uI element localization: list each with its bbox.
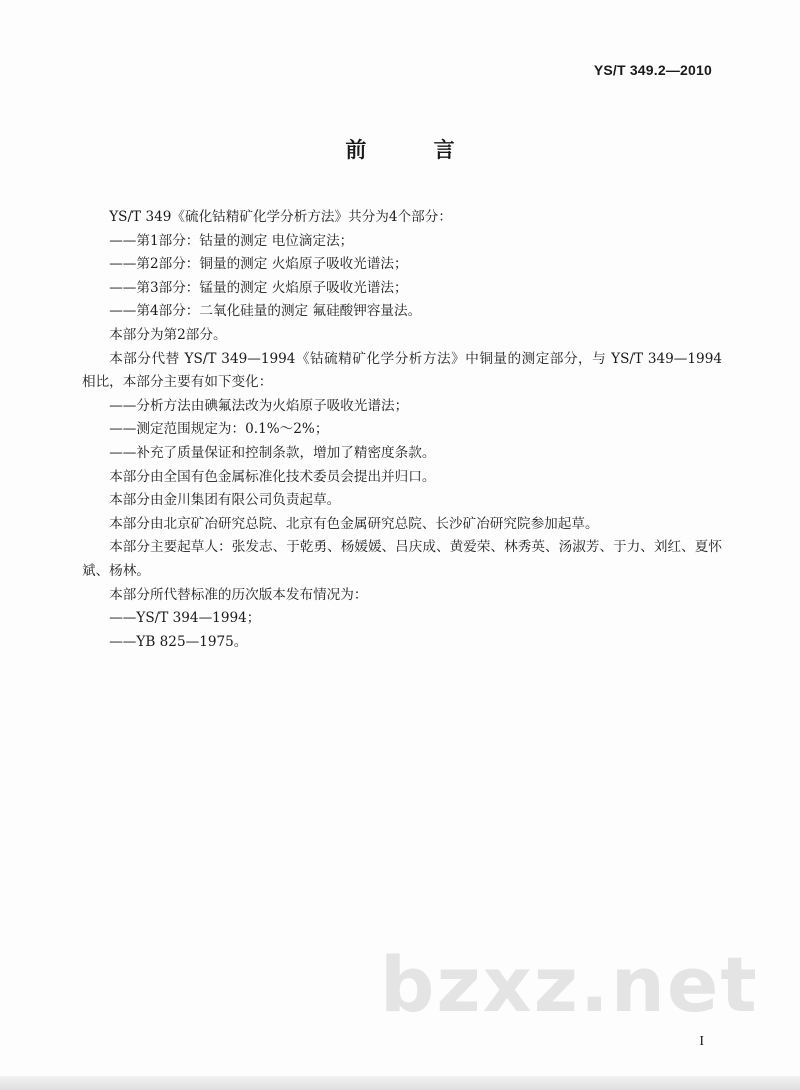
paragraph: ——第3部分：锰量的测定 火焰原子吸收光谱法； <box>109 279 408 296</box>
page-title: 前 言 <box>345 138 485 162</box>
paragraph: 本部分由金川集团有限公司负责起草。 <box>109 492 341 509</box>
paragraph: YS/T 349《硫化钴精矿化学分析方法》共分为4个部分： <box>109 209 452 225</box>
page-number: I <box>699 1034 704 1049</box>
paragraph: ——测定范围规定为：0.1%～2%； <box>109 421 329 438</box>
paragraph: 本部分所代替标准的历次版本发布情况为： <box>109 586 368 603</box>
paragraph: 本部分代替 YS/T 349—1994《钴硫精矿化学分析方法》中铜量的测定部分，与 YS/T 349—1994 相比，本部分主要有如下变化： <box>82 350 722 391</box>
paragraph: ——第1部分：钴量的测定 电位滴定法； <box>109 232 354 249</box>
watermark: bzxz.net <box>380 940 759 1029</box>
paragraph: 本部分主要起草人：张发志、于乾勇、杨媛媛、吕庆成、黄爱荣、林秀英、汤淑芳、于力、刘红、夏怀斌、杨林。 <box>82 539 722 579</box>
page-bottom-edge <box>0 1076 800 1090</box>
paragraph: ——补充了质量保证和控制条款，增加了精密度条款。 <box>109 444 436 461</box>
foreword-body <box>82 206 722 654</box>
paragraph: 本部分由北京矿冶研究总院、北京有色金属研究总院、长沙矿冶研究院参加起草。 <box>109 515 599 532</box>
paragraph: ——YS/T 394—1994； <box>109 610 261 627</box>
paragraph: 本部分为第2部分。 <box>109 326 227 343</box>
paragraph: ——第2部分：铜量的测定 火焰原子吸收光谱法； <box>109 256 408 273</box>
paragraph: ——第4部分：二氧化硅量的测定 氟硅酸钾容量法。 <box>109 303 422 320</box>
paragraph: ——YB 825—1975。 <box>109 633 248 650</box>
standard-code: YS/T 349.2—2010 <box>593 62 712 78</box>
paragraph: 本部分由全国有色金属标准化技术委员会提出并归口。 <box>109 468 436 485</box>
paragraph: ——分析方法由碘氟法改为火焰原子吸收光谱法； <box>109 397 409 414</box>
